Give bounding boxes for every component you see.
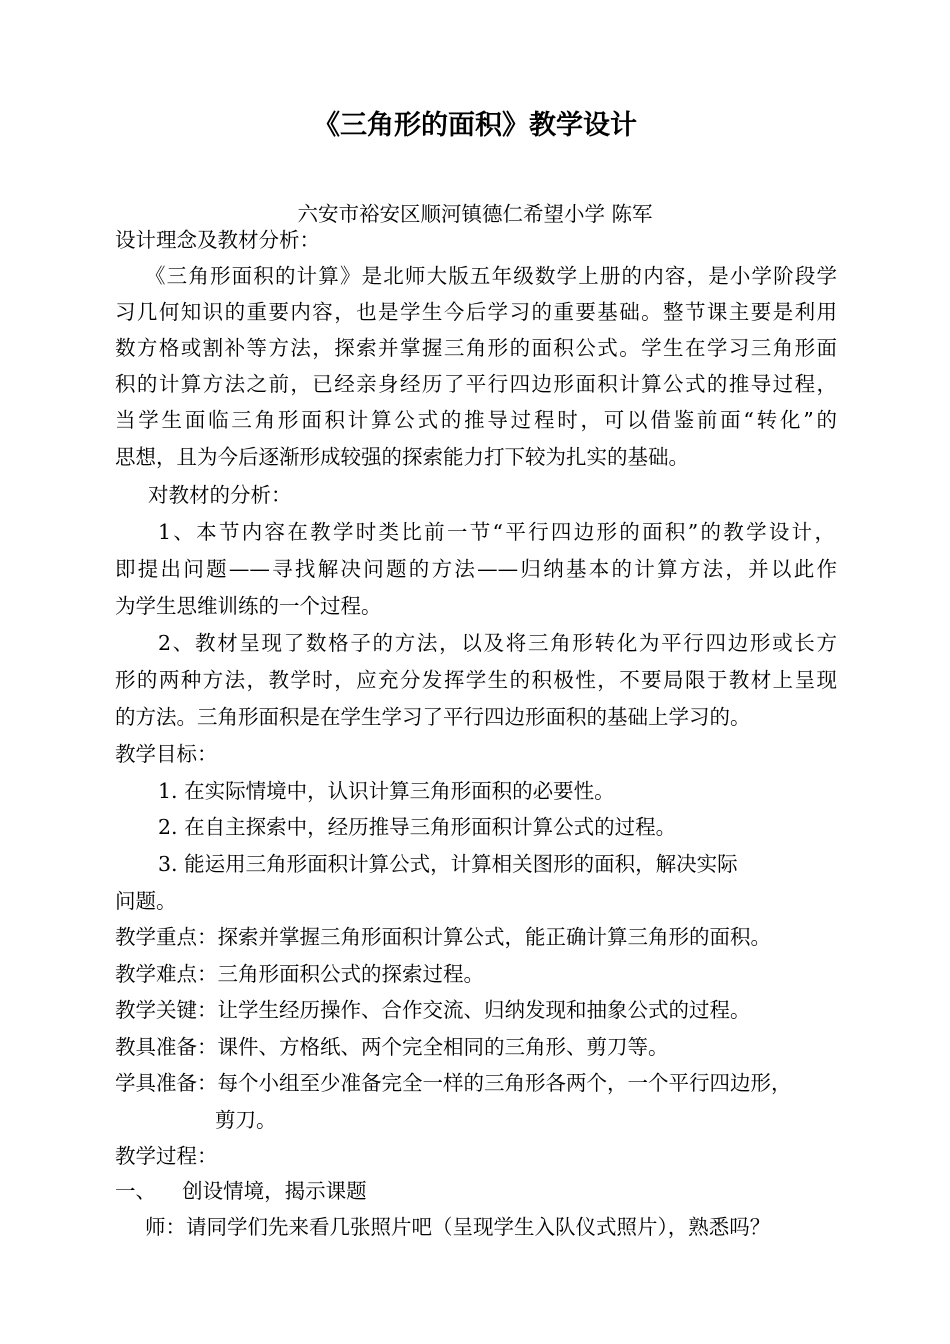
paragraph-line: 《三角形面积的计算》是北师大版五年级数学上册的内容，是小学阶段学 xyxy=(145,264,837,288)
teaching-aids: 教具准备：课件、方格纸、两个完全相同的三角形、剪刀等。 xyxy=(115,1035,669,1059)
teaching-key: 教学关键：让学生经历操作、合作交流、归纳发现和抽象公式的过程。 xyxy=(115,998,751,1022)
teaching-focus: 教学重点：探索并掌握三角形面积计算公式，能正确计算三角形的面积。 xyxy=(115,925,771,949)
paragraph-line: 形的两种方法，教学时，应充分发挥学生的积极性，不要局限于教材上呈现 xyxy=(115,668,837,692)
paragraph-line: 为学生思维训练的一个过程。 xyxy=(115,594,382,618)
author-line: 六安市裕安区顺河镇德仁希望小学 陈军 xyxy=(297,202,653,226)
section-heading-design: 设计理念及教材分析： xyxy=(115,228,320,252)
learning-aids-continued: 剪刀。 xyxy=(215,1108,277,1132)
paragraph-line: 当学生面临三角形面积计算公式的推导过程时，可以借鉴前面“转化”的 xyxy=(115,408,837,432)
paragraph-line: 积的计算方法之前，已经亲身经历了平行四边形面积计算公式的推导过程， xyxy=(115,372,837,396)
paragraph-line: 数方格或割补等方法，探索并掌握三角形的面积公式。学生在学习三角形面 xyxy=(115,336,837,360)
paragraph-line: 的方法。三角形面积是在学生学习了平行四边形面积的基础上学习的。 xyxy=(115,705,751,729)
section-heading-analysis: 对教材的分析： xyxy=(148,483,292,507)
paragraph-line: 1、本节内容在教学时类比前一节“平行四边形的面积”的教学设计， xyxy=(158,520,835,544)
learning-aids: 学具准备：每个小组至少准备完全一样的三角形各两个，一个平行四边形， xyxy=(115,1071,792,1095)
goal-item: 2. 在自主探索中，经历推导三角形面积计算公式的过程。 xyxy=(158,815,677,839)
document-title: 《三角形的面积》教学设计 xyxy=(313,110,637,141)
section-heading-goals: 教学目标： xyxy=(115,742,218,766)
process-step-heading: 一、 创设情境，揭示课题 xyxy=(115,1179,367,1203)
goal-item: 1. 在实际情境中，认识计算三角形面积的必要性。 xyxy=(158,779,615,803)
goal-item-continued: 问题。 xyxy=(115,889,177,913)
teaching-difficulty: 教学难点：三角形面积公式的探索过程。 xyxy=(115,962,484,986)
paragraph-line: 习几何知识的重要内容，也是学生今后学习的重要基础。整节课主要是利用 xyxy=(115,300,837,324)
paragraph-line: 思想，且为今后逐渐形成较强的探索能力打下较为扎实的基础。 xyxy=(115,445,689,469)
goal-item: 3. 能运用三角形面积计算公式，计算相关图形的面积，解决实际 xyxy=(158,852,738,876)
teacher-dialogue: 师：请同学们先来看几张照片吧（呈现学生入队仪式照片），熟悉吗？ xyxy=(145,1215,771,1239)
section-heading-process: 教学过程： xyxy=(115,1144,218,1168)
paragraph-line: 即提出问题——寻找解决问题的方法——归纳基本的计算方法，并以此作 xyxy=(115,557,837,581)
paragraph-line: 2、教材呈现了数格子的方法，以及将三角形转化为平行四边形或长方 xyxy=(158,631,837,655)
